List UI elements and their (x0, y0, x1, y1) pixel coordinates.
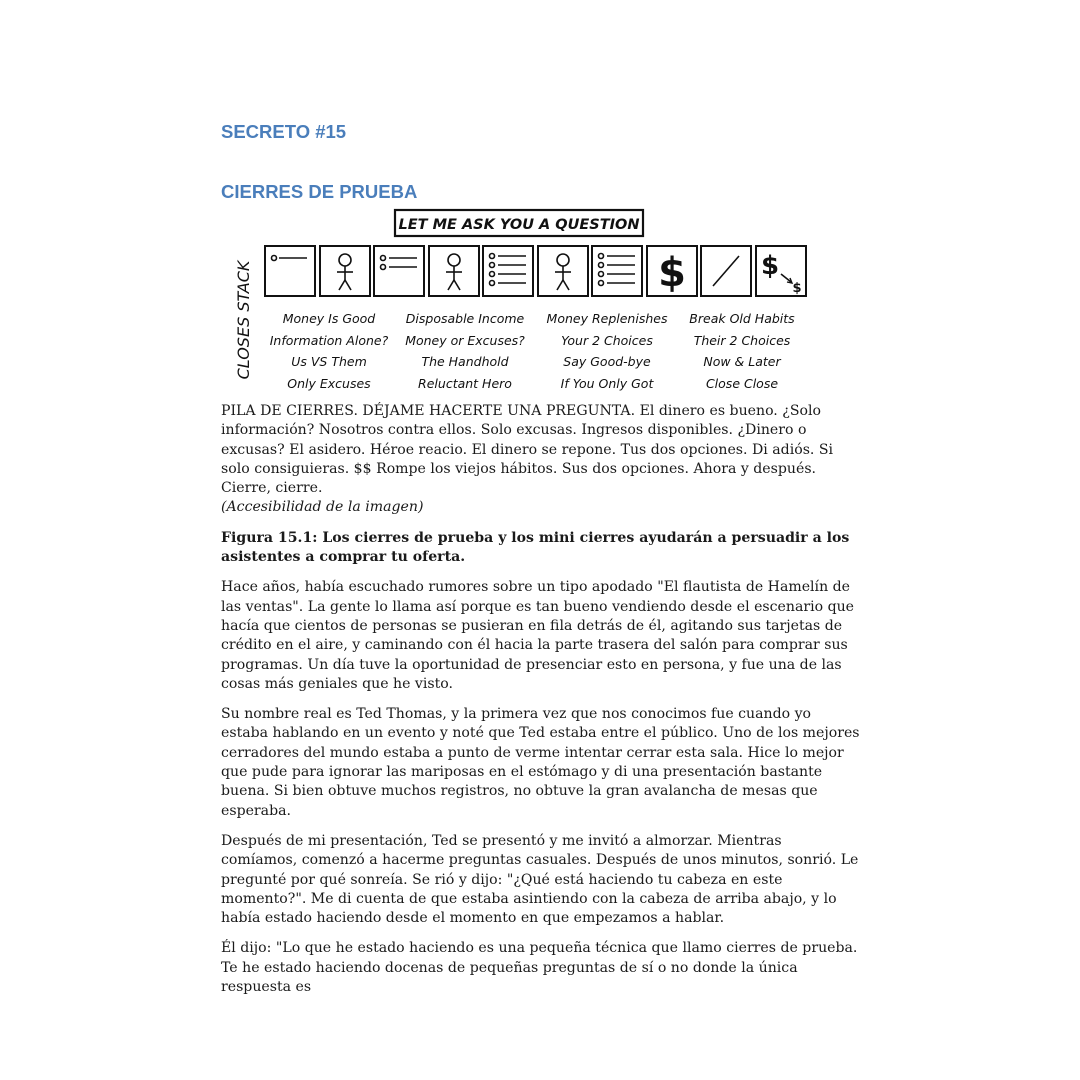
label-money-or-excuses: Money or Excuses? (405, 333, 525, 348)
body-paragraph: Después de mi presentación, Ted se presentó y me invitó a almorzar. Mientras comíamos, comenzó a hacerme preguntas casuales. Después de unos minutos, sonrió. Le pregunté por qué sonreía. Se rió y dijo: "¿Qué está haciendo tu cabeza en este momento?". Me di cuenta de que estaba asintiendo con la cabeza de arriba abajo, y lo había estado haciendo desde el momento en que empezamos a hablar. (221, 832, 859, 927)
one-line-note-icon (272, 256, 308, 261)
closes-stack-diagram (221, 208, 821, 394)
label-money-is-good: Money Is Good (282, 311, 376, 326)
stick-figure-icon (337, 254, 353, 290)
image-accessibility-link[interactable]: (Accesibilidad de la imagen) (221, 499, 424, 516)
four-line-list-icon (490, 254, 527, 286)
dollar-sign-icon: $ (658, 250, 686, 296)
banner-text: LET ME ASK YOU A QUESTION (398, 217, 640, 233)
box-1 (265, 246, 315, 296)
stick-figure-icon (555, 254, 571, 290)
body-paragraph: Su nombre real es Ted Thomas, y la primera vez que nos conocimos fue cuando yo estaba hablando en un evento y noté que Ted estaba entre el público. Uno de los mejores cerradores del mundo estaba a punto de verme intentar cerrar esta sala. Hice lo mejor que pude para ignorar las mariposas en el estómago y di una presentación bastante buena. Si bien obtuve muchos registros, no obtuve la gran avalancha de mesas que esperaba. (221, 706, 860, 819)
figure-alt-text (221, 402, 861, 518)
label-us-vs-them: Us VS Them (291, 354, 367, 369)
box-3 (374, 246, 424, 296)
slash-icon (713, 256, 739, 286)
figure-caption: Figura 15.1: Los cierres de prueba y los mini cierres ayudarán a persuadir a los asistentes a comprar tu oferta. (221, 529, 850, 566)
label-their-2-choices: Their 2 Choices (693, 333, 791, 348)
label-reluctant-hero: Reluctant Hero (418, 376, 512, 391)
label-disposable-income: Disposable Income (405, 311, 525, 326)
label-close-close: Close Close (705, 376, 779, 391)
label-the-handhold: The Handhold (421, 354, 509, 369)
label-now-and-later: Now & Later (703, 354, 781, 369)
section-title-heading: CIERRES DE PRUEBA (221, 181, 418, 202)
label-your-2-choices: Your 2 Choices (561, 333, 653, 348)
alt-text-body: PILA DE CIERRES. DÉJAME HACERTE UNA PREGUNTA. El dinero es bueno. ¿Solo información? Nosotros contra ellos. Solo excusas. Ingresos disponibles. ¿Dinero o excusas? El asidero. Héroe reacio. El dinero se repone. Tus dos opciones. Di adiós. Si solo consiguieras. $$ Rompe los viejos hábitos. Sus dos opciones. Ahora y después. Cierre, cierre. (221, 403, 834, 497)
two-line-list-icon (381, 256, 418, 270)
label-if-you-only-got: If You Only Got (560, 376, 654, 391)
label-money-replenishes: Money Replenishes (546, 311, 668, 326)
side-label: CLOSES STACK (234, 260, 253, 380)
label-information-alone: Information Alone? (269, 333, 389, 348)
document-page (221, 118, 861, 997)
four-line-list-icon (599, 254, 636, 286)
body-paragraph: Hace años, había escuchado rumores sobre un tipo apodado "El flautista de Hamelín de las ventas". La gente lo llama así porque es tan bueno vendiendo desde el escenario que hacía que cientos de personas se pusieran en fila detrás de él, agitando sus tarjetas de crédito en el aire, y caminando con él hacia la parte trasera del salón para comprar sus programas. Un día tuve la oportunidad de presenciar esto en persona, y fue una de las cosas más geniales que he visto. (221, 579, 855, 692)
stick-figure-icon (446, 254, 462, 290)
label-break-old-habits: Break Old Habits (689, 311, 795, 326)
svg-text:$: $ (760, 251, 780, 281)
svg-text:$: $ (792, 281, 802, 296)
label-say-good-bye: Say Good-bye (563, 354, 651, 369)
section-number-heading: SECRETO #15 (221, 121, 347, 142)
body-paragraph: Él dijo: "Lo que he estado haciendo es una pequeña técnica que llamo cierres de prueba. Te he estado haciendo docenas de pequeñas preguntas de sí o no donde la única respuesta es (221, 940, 858, 996)
closes-stack-figure (221, 208, 821, 394)
label-only-excuses: Only Excuses (287, 376, 371, 391)
dollar-arrow-icon (761, 251, 802, 296)
